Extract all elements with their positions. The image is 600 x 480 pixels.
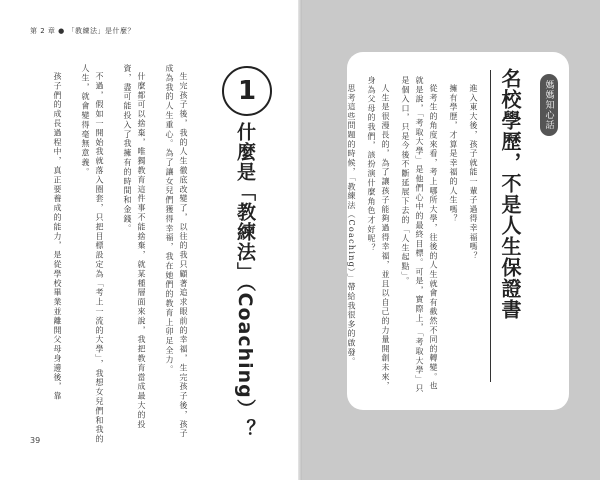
book-spine <box>298 0 302 480</box>
card-body-text <box>347 76 480 396</box>
paragraph: 什麼都可以捨棄，唯獨教育這件事不能捨棄，就某種層面來說，我把教育當成最大的投資，盡可能投入了我擁有的時間和金錢。 <box>123 64 146 430</box>
page-number: 39 <box>30 436 41 445</box>
chapter-number-circle: 1 <box>222 66 272 116</box>
running-head: 第 2 章 ● 「教練法」是什麼？ <box>30 27 135 35</box>
paragraph: 思考這些問題的時候，「教練法（Coaching）」帶給我很多的啟發。 <box>347 84 356 367</box>
paragraph: 不過，假如一開始我就落入圈套，只把目標設定為「考上一流的大學」，我想女兒們和我的人生，就會變得毫無意義。 <box>81 64 104 444</box>
card-title: 名校學歷，不是人生保證書 <box>498 68 522 320</box>
paragraph: 進入東大後，孩子就能一輩子過得幸福嗎？ <box>469 84 478 261</box>
paragraph: 擁有學歷，才算是幸福的人生嗎？ <box>449 84 458 224</box>
left-body-text <box>53 64 190 444</box>
paragraph: 生完孩子後，我的人生徹底改變了，以往的我只顧著追求眼前的幸福，生完孩子後，孩子成為我的人生重心。為了讓女兒們獲得幸福，我在她們的教育上卯足全力。 <box>165 64 188 439</box>
paragraph: 孩子們的成長過程中，真正要養成的能力，是從學校畢業並離開父母身邊後，靠 <box>53 72 62 401</box>
paragraph: 人生是很漫長的，為了讓孩子能夠過得幸福，並且以自己的力量開創未來，身為父母的我們，該扮演什麼角色才好呢？ <box>367 76 390 391</box>
title-divider <box>490 70 491 382</box>
chapter-title: 什麼是「教練法」（Coaching）？ <box>234 122 256 439</box>
tip-badge: 媽媽知心話 <box>540 74 558 136</box>
paragraph: 從考生的角度來看，考上哪所大學，往後的人生就會有截然不同的轉變。也就是說，「考取大學」是他們心中的最終目標。可是，實際上，「考取大學」只是個入口，只是今後不斷延展下去的「人生起點」。 <box>401 76 438 394</box>
